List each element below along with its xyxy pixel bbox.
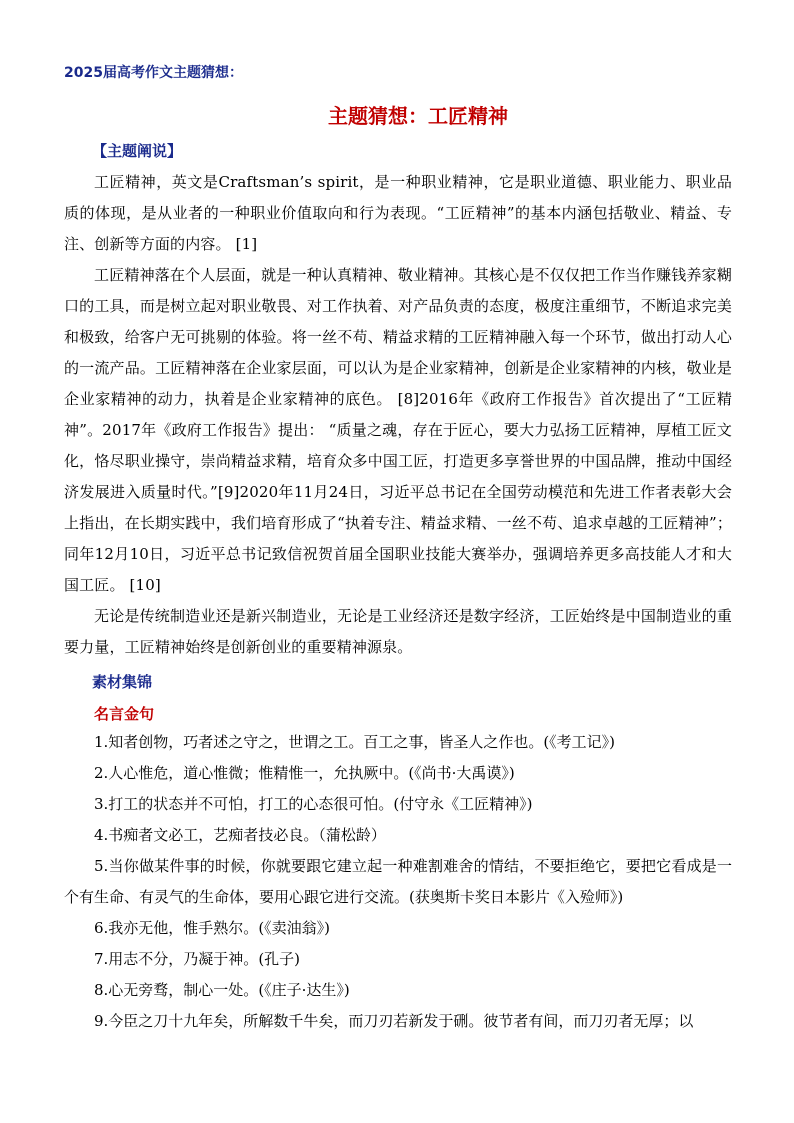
intro-paragraph-3: 无论是传统制造业还是新兴制造业，无论是工业经济还是数字经济，工匠始终是中国制造业的重要力量，工匠精神始终是创新创业的重要精神源泉。 — [64, 607, 732, 656]
quote-item: 3.打工的状态并不可怕，打工的心态很可怕。(付守永《工匠精神》) — [94, 795, 533, 813]
section-label-material: 素材集锦 — [92, 673, 153, 691]
quote-item: 8.心无旁骛，制心一处。(《庄子·达生》) — [94, 981, 350, 999]
quote-item: 1.知者创物，巧者述之守之，世谓之工。百工之事，皆圣人之作也。(《考工记》) — [94, 733, 616, 751]
page-title: 主题猜想：工匠精神 — [328, 104, 508, 128]
intro-paragraph-2: 工匠精神落在个人层面，就是一种认真精神、敬业精神。其核心是不仅仅把工作当作赚钱养家糊口的工具，而是树立起对职业敬畏、对工作执着、对产品负责的态度，极度注重细节，不断追求完美和极致，给客户无可挑剔的体验。将一丝不苟、精益求精的工匠精神融入每一个环节，做出打动人心的一流产品。工匠精神落在企业家层面，可以认为是企业家精神，创新是企业家精神的内核，敬业是企业家精神的动力，执着是企业家精神的底色。 [8]2016年《政府工作报告》首次提出了“工匠精神”。2017年《政府工作报告》提出： “质量之魂，存在于匠心，要大力弘扬工匠精神，厚植工匠文化，恪尽职业操守，崇尚精益求精，培育众多中国工匠，打造更多享誉世界的中国品牌，推动中国经济发展进入质量时代。”[9]2020年11月24日，习近平总书记在全国劳动模范和先进工作者表彰大会上指出，在长期实践中，我们培育形成了“执着专注、精益求精、一丝不苟、追求卓越的工匠精神”；同年12月10日，习近平总书记致信祝贺首届全国职业技能大赛举办，强调培养更多高技能人才和大国工匠。 [10] — [64, 266, 732, 594]
quote-item: 2.人心惟危，道心惟微；惟精惟一，允执厥中。(《尚书·大禹谟》) — [94, 764, 515, 782]
sub-label-quotes: 名言金句 — [94, 705, 155, 723]
quote-item: 4.书痴者文必工，艺痴者技必良。（蒲松龄） — [94, 826, 386, 844]
quote-item: 6.我亦无他，惟手熟尔。(《卖油翁》) — [94, 919, 331, 937]
quote-item: 9.今臣之刀十九年矣，所解数千牛矣，而刀刃若新发于硎。彼节者有间，而刀刃者无厚；以 — [94, 1012, 694, 1030]
section-label-intro: 【主题阐说】 — [92, 142, 183, 160]
quote-item: 5.当你做某件事的时候，你就要跟它建立起一种难割难舍的情结，不要拒绝它，要把它看成是一个有生命、有灵气的生命体，要用心跟它进行交流。(获奥斯卡奖日本影片《入殓师》) — [64, 857, 732, 906]
quote-item: 7.用志不分，乃凝于神。(孔子) — [94, 950, 301, 968]
series-title: 2025届高考作文主题猜想： — [64, 65, 243, 81]
intro-paragraph-1: 工匠精神，英文是Craftsman’s spirit，是一种职业精神，它是职业道德、职业能力、职业品质的体现，是从业者的一种职业价值取向和行为表现。“工匠精神”的基本内涵包括敬业、精益、专注、创新等方面的内容。 [1] — [64, 173, 732, 253]
